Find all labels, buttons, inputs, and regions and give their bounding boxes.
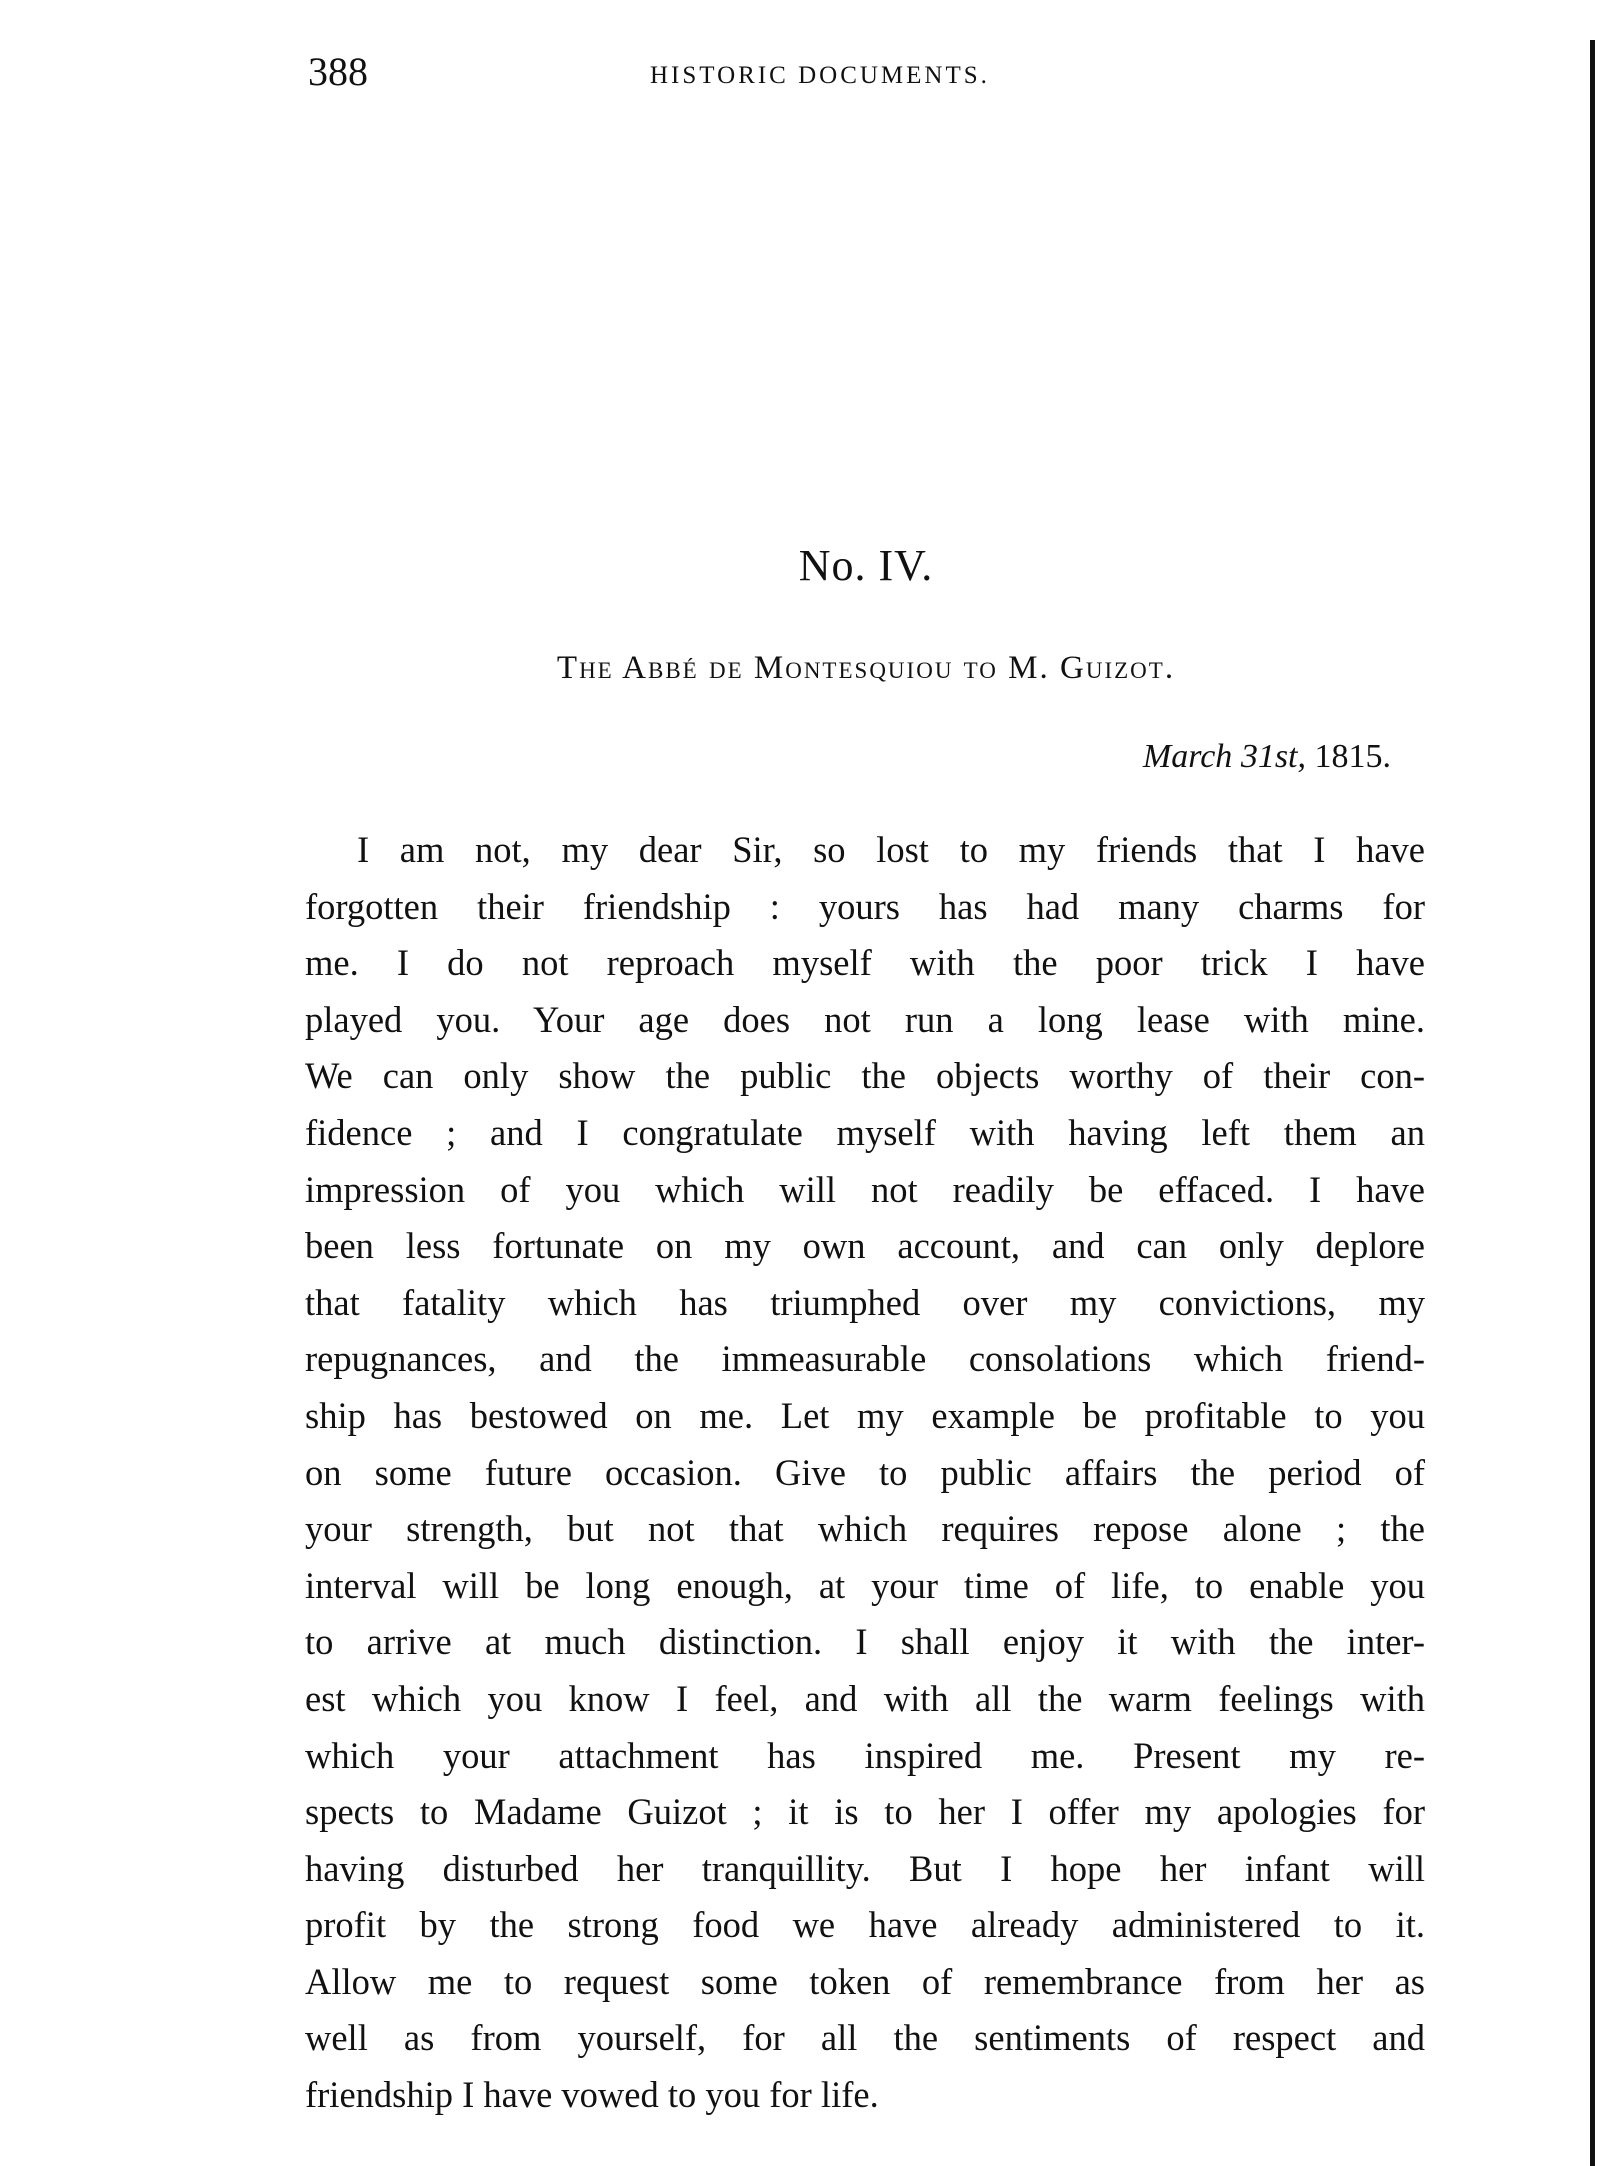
- text-line: I am not, my dear Sir, so lost to my friends that I have: [357, 829, 1425, 870]
- text-line: that fatality which has triumphed over my convictions, my: [305, 1281, 1425, 1323]
- text-line: est which you know I feel, and with all the warm feelings with: [305, 1677, 1425, 1719]
- text-line: to arrive at much distinction. I shall enjoy it with the inter-: [305, 1621, 1425, 1663]
- text-line: fidence ; and I congratulate myself with having left them an: [305, 1111, 1425, 1153]
- text-line: impression of you which will not readily be effaced. I have: [305, 1168, 1425, 1210]
- running-head: HISTORIC DOCUMENTS.: [650, 62, 990, 89]
- date-year: 1815.: [1314, 738, 1391, 775]
- text-line: me. I do not reproach myself with the poor trick I have: [305, 942, 1425, 984]
- text-line: spects to Madame Guizot ; it is to her I offer my apologies for: [305, 1791, 1425, 1833]
- text-line: having disturbed her tranquillity. But I hope her infant will: [305, 1847, 1425, 1889]
- text-line: well as from yourself, for all the sentiments of respect and: [305, 2017, 1425, 2059]
- text-line: repugnances, and the immeasurable consolations which friend-: [305, 1338, 1425, 1380]
- text-line: interval will be long enough, at your time of life, to enable you: [305, 1564, 1425, 1606]
- text-line: Allow me to request some token of remembrance from her as: [305, 1960, 1425, 2002]
- document-date: [1143, 738, 1391, 776]
- text-line: We can only show the public the objects worthy of their con-: [305, 1055, 1425, 1097]
- text-line: been less fortunate on my own account, and can only deplore: [305, 1225, 1425, 1267]
- text-line: on some future occasion. Give to public affairs the period of: [305, 1451, 1425, 1493]
- text-line: ship has bestowed on me. Let my example be profitable to you: [305, 1394, 1425, 1436]
- text-line: which your attachment has inspired me. Present my re-: [305, 1734, 1425, 1776]
- date-month: March: [1142, 738, 1233, 775]
- document-number: No. IV.: [798, 541, 934, 590]
- text-line: forgotten their friendship : yours has had many charms for: [305, 885, 1425, 927]
- page-number: 388: [308, 49, 368, 94]
- date-day: 31st,: [1240, 738, 1306, 775]
- text-line: friendship I have vowed to you for life.: [305, 2074, 879, 2116]
- page-edge-divider: [1590, 40, 1595, 2166]
- text-line: profit by the strong food we have already administered to it.: [305, 1904, 1425, 1946]
- document-title: The Abbé de Montesquiou to M. Guizot.: [556, 650, 1176, 686]
- letter-body: [305, 822, 1425, 2124]
- text-line: your strength, but not that which requires repose alone ; the: [305, 1508, 1425, 1550]
- text-line: played you. Your age does not run a long lease with mine.: [305, 998, 1425, 1040]
